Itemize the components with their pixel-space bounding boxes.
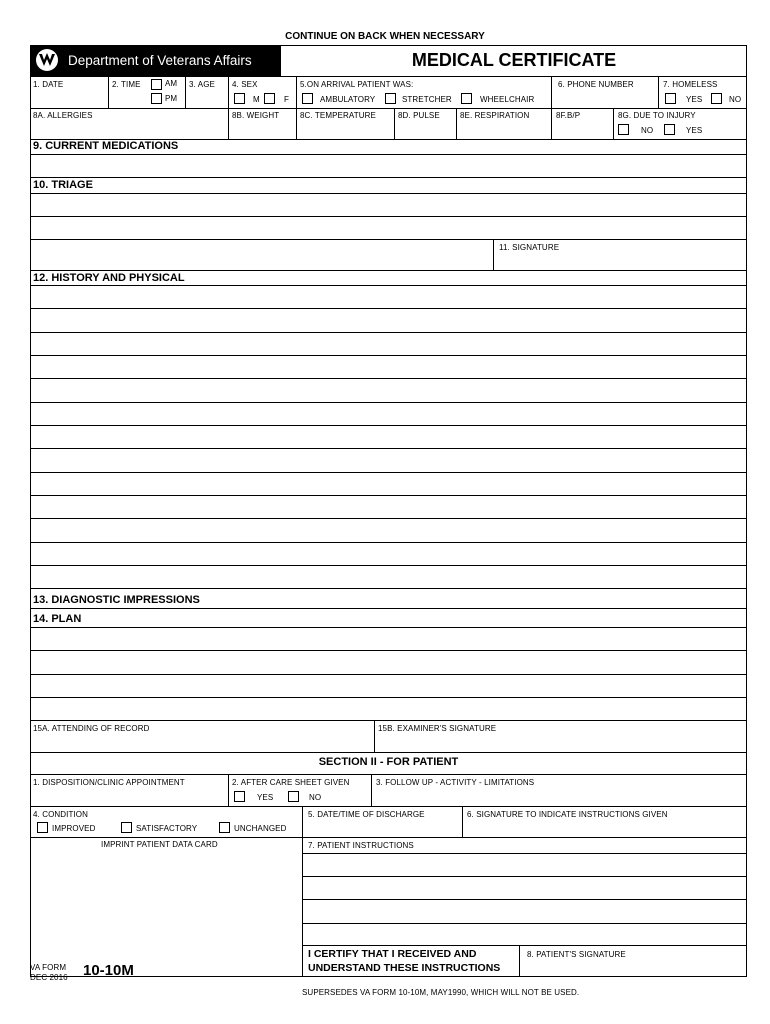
satisfactory-checkbox[interactable] [121, 822, 132, 833]
stretcher-checkbox[interactable] [385, 93, 396, 104]
homeless-label: 7. HOMELESS [663, 80, 718, 89]
rule [30, 495, 747, 496]
rule [30, 76, 747, 77]
unchanged-checkbox[interactable] [219, 822, 230, 833]
rule [30, 674, 747, 675]
diagnostic-heading: 13. DIAGNOSTIC IMPRESSIONS [33, 594, 200, 606]
rule [30, 837, 302, 838]
rule [302, 923, 747, 924]
sex-f-label: F [284, 95, 289, 104]
certify-line1: I CERTIFY THAT I RECEIVED AND [308, 948, 477, 960]
rule [30, 402, 747, 403]
rule [30, 608, 747, 609]
discharge-label: 5. DATE/TIME OF DISCHARGE [308, 810, 425, 819]
am-checkbox[interactable] [151, 79, 162, 90]
rule [30, 332, 747, 333]
aftercare-yes-checkbox[interactable] [234, 791, 245, 802]
supersedes-note: SUPERSEDES VA FORM 10-10M, MAY1990, WHICH WILL NOT BE USED. [302, 988, 580, 997]
homeless-yes-label: YES [686, 95, 703, 104]
rule [30, 752, 747, 753]
injury-no-checkbox[interactable] [618, 124, 629, 135]
rule [30, 448, 747, 449]
va-header-band [30, 45, 281, 76]
rule [296, 76, 297, 139]
age-label: 3. AGE [189, 80, 215, 89]
va-seal-icon [34, 48, 60, 72]
homeless-no-label: NO [729, 95, 742, 104]
rule [302, 945, 747, 946]
respiration-label: 8E. RESPIRATION [460, 111, 530, 120]
rule [613, 108, 614, 139]
date-label: 1. DATE [33, 80, 64, 89]
injury-yes-checkbox[interactable] [664, 124, 675, 135]
history-heading: 12. HISTORY AND PHYSICAL [33, 272, 185, 284]
aftercare-label: 2. AFTER CARE SHEET GIVEN [232, 778, 350, 787]
aftercare-no-label: NO [309, 793, 322, 802]
attending-label: 15A. ATTENDING OF RECORD [33, 724, 150, 733]
rule [462, 806, 463, 837]
rule [108, 76, 109, 108]
rule [30, 239, 747, 240]
sex-f-checkbox[interactable] [264, 93, 275, 104]
instructions-label: 7. PATIENT INSTRUCTIONS [308, 841, 414, 850]
section2-title: SECTION II - FOR PATIENT [318, 756, 459, 768]
improved-label: IMPROVED [52, 824, 96, 833]
sex-label: 4. SEX [232, 80, 258, 89]
rule [371, 774, 372, 806]
pm-label: PM [165, 94, 178, 103]
followup-label: 3. FOLLOW UP - ACTIVITY - LIMITATIONS [376, 778, 535, 787]
rule [30, 588, 747, 589]
allergies-label: 8A. ALLERGIES [33, 111, 93, 120]
form-date: DEC 2016 [30, 973, 68, 982]
condition-label: 4. CONDITION [33, 810, 88, 819]
weight-label: 8B. WEIGHT [232, 111, 280, 120]
rule [493, 239, 494, 270]
rule [551, 76, 552, 139]
rule [30, 308, 747, 309]
rule [30, 216, 747, 217]
triage-heading: 10. TRIAGE [33, 179, 93, 191]
rule [30, 270, 747, 271]
rule [30, 720, 747, 721]
form-number: 10-10M [83, 962, 134, 979]
rule [30, 177, 747, 178]
examiner-label: 15B. EXAMINER'S SIGNATURE [378, 724, 497, 733]
plan-heading: 14. PLAN [33, 613, 82, 625]
time-label: 2. TIME [112, 80, 141, 89]
rule [658, 76, 659, 108]
rule [30, 425, 747, 426]
rule [302, 876, 747, 877]
rule [30, 472, 747, 473]
rule [30, 806, 747, 807]
arrival-label: 5.ON ARRIVAL PATIENT WAS: [300, 80, 414, 89]
rule [30, 627, 747, 628]
certify-line2: UNDERSTAND THESE INSTRUCTIONS [308, 962, 501, 974]
rule [30, 565, 747, 566]
improved-checkbox[interactable] [37, 822, 48, 833]
rule [394, 108, 395, 139]
satisfactory-label: SATISFACTORY [136, 824, 198, 833]
rule [228, 76, 229, 139]
rule [302, 837, 747, 838]
sex-m-checkbox[interactable] [234, 93, 245, 104]
department-name: Department of Veterans Affairs [68, 53, 252, 68]
rule [519, 945, 520, 977]
temperature-label: 8C. TEMPERATURE [300, 111, 376, 120]
homeless-yes-checkbox[interactable] [665, 93, 676, 104]
rule [302, 853, 747, 854]
pulse-label: 8D. PULSE [398, 111, 440, 120]
bp-label: 8F.B/P [556, 111, 581, 120]
continue-note: CONTINUE ON BACK WHEN NECESSARY [285, 31, 485, 42]
patient-signature-label: 8. PATIENT'S SIGNATURE [527, 950, 626, 959]
aftercare-no-checkbox[interactable] [288, 791, 299, 802]
rule [30, 542, 747, 543]
rule [30, 108, 747, 109]
form-title: MEDICAL CERTIFICATE [411, 50, 617, 70]
rule [30, 697, 747, 698]
wheelchair-checkbox[interactable] [461, 93, 472, 104]
aftercare-yes-label: YES [257, 793, 274, 802]
rule [185, 76, 186, 108]
rule [30, 518, 747, 519]
ambulatory-label: AMBULATORY [320, 95, 376, 104]
rule [456, 108, 457, 139]
rule [30, 154, 747, 155]
rule [30, 774, 747, 775]
pm-checkbox[interactable] [151, 93, 162, 104]
ambulatory-checkbox[interactable] [302, 93, 313, 104]
rule [30, 378, 747, 379]
phone-label: 6. PHONE NUMBER [558, 80, 634, 89]
signature-label: 11. SIGNATURE [499, 243, 560, 252]
rule [30, 285, 747, 286]
disposition-label: 1. DISPOSITION/CLINIC APPOINTMENT [33, 778, 185, 787]
medications-heading: 9. CURRENT MEDICATIONS [33, 140, 179, 152]
sig-instructions-label: 6. SIGNATURE TO INDICATE INSTRUCTIONS GIVEN [467, 810, 668, 819]
sex-m-label: M [253, 95, 260, 104]
stretcher-label: STRETCHER [402, 95, 452, 104]
injury-no-label: NO [641, 126, 654, 135]
unchanged-label: UNCHANGED [234, 824, 287, 833]
injury-yes-label: YES [686, 126, 703, 135]
rule [302, 806, 303, 977]
am-label: AM [165, 79, 178, 88]
va-form-label: VA FORM [30, 963, 67, 972]
imprint-label: IMPRINT PATIENT DATA CARD [101, 840, 218, 849]
rule [228, 774, 229, 806]
rule [302, 899, 747, 900]
rule [30, 650, 747, 651]
rule [30, 193, 747, 194]
homeless-no-checkbox[interactable] [711, 93, 722, 104]
injury-label: 8G. DUE TO INJURY [618, 111, 696, 120]
rule [374, 720, 375, 752]
wheelchair-label: WHEELCHAIR [480, 95, 535, 104]
rule [30, 355, 747, 356]
